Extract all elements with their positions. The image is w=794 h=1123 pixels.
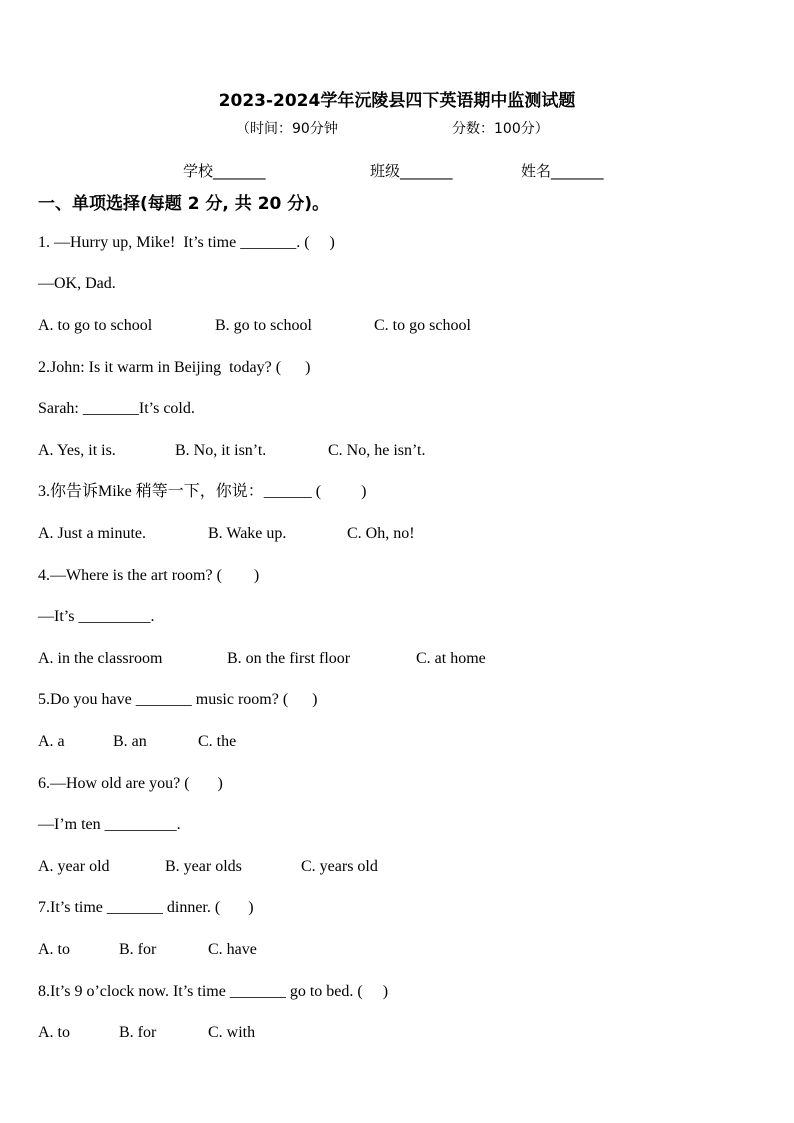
question-5-option-b: B. an [113,733,147,750]
question-3-option-b: B. Wake up. [208,525,287,542]
question-1-option-b: B. go to school [215,317,312,334]
question-2-option-c: C. No, he isn’t. [328,442,426,459]
class-field: 班级_______ [370,162,453,180]
question-3-option-a: A. Just a minute. [38,525,146,542]
question-8-option-b: B. for [119,1024,157,1041]
question-6-line-1: 6.—How old are you? ( ) [38,775,223,792]
question-3-option-c: C. Oh, no! [347,525,415,542]
exam-score: 分数：100分） [452,121,549,137]
question-5-option-c: C. the [198,733,237,750]
question-7-option-c: C. have [208,941,257,958]
question-2-option-a: A. Yes, it is. [38,442,116,459]
name-field: 姓名_______ [521,162,604,180]
question-6-option-c: C. years old [301,858,378,875]
question-8-option-c: C. with [208,1024,256,1041]
question-1-option-a: A. to go to school [38,317,153,334]
exam-title: 2023-2024学年沅陵县四下英语期中监测试题 [218,91,576,111]
question-4-option-c: C. at home [416,650,486,667]
question-4-line-1: 4.—Where is the art room? ( ) [38,567,260,584]
question-8-option-a: A. to [38,1024,70,1041]
question-7-line-1: 7.It’s time _______ dinner. ( ) [38,899,254,916]
question-4-line-2: —It’s _________. [38,608,155,625]
question-5-option-a: A. a [38,733,65,750]
question-6-option-a: A. year old [38,858,110,875]
question-1-line-1: 1. —Hurry up, Mike! It’s time _______. ( ) [38,234,335,251]
question-1-option-c: C. to go school [374,317,471,334]
question-6-option-b: B. year olds [165,858,242,875]
section-heading: 一、单项选择(每题 2 分, 共 20 分)。 [38,194,330,214]
question-6-line-2: —I’m ten _________. [38,816,181,833]
question-4-option-b: B. on the first floor [227,650,351,667]
exam-time: （时间：90分钟 [236,121,338,137]
question-3-line-1: 3.你告诉Mike 稍等一下，你说：______ ( ) [38,483,367,500]
question-7-option-a: A. to [38,941,70,958]
question-2-line-1: 2.John: Is it warm in Beijing today? ( ) [38,359,311,376]
school-field: 学校_______ [183,162,266,180]
question-1-line-2: —OK, Dad. [38,275,116,292]
question-2-option-b: B. No, it isn’t. [175,442,267,459]
question-7-option-b: B. for [119,941,157,958]
question-4-option-a: A. in the classroom [38,650,163,667]
question-2-line-2: Sarah: _______It’s cold. [38,400,195,417]
question-8-line-1: 8.It’s 9 o’clock now. It’s time _______ go to bed. ( ) [38,983,389,1000]
question-5-line-1: 5.Do you have _______ music room? ( ) [38,691,318,708]
